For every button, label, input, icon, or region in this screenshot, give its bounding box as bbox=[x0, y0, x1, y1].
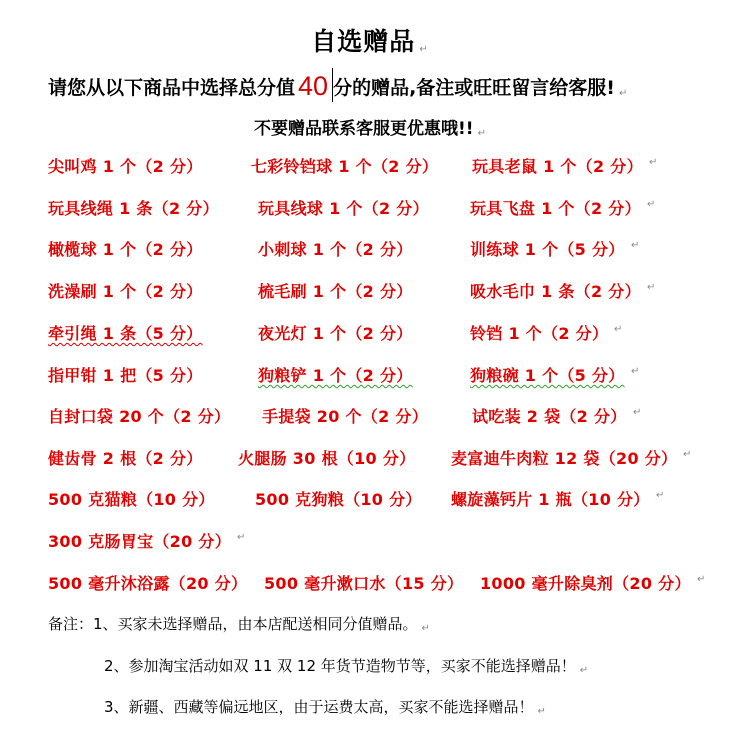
paragraph-mark: ↵ bbox=[656, 490, 665, 501]
gift-row bbox=[0, 237, 751, 267]
gift-item: 牵引绳 1 条（5 分） bbox=[48, 324, 203, 343]
note-2: 2、参加淘宝活动如双 11 双 12 年货节造物节等，买家不能选择赠品！ ↵ bbox=[104, 657, 589, 676]
gift-item: 玩具线球 1 个（2 分） bbox=[258, 199, 429, 218]
gift-item: 玩具老鼠 1 个（2 分） bbox=[472, 157, 643, 176]
gift-item: 狗粮铲 1 个（2 分） bbox=[258, 366, 413, 385]
gift-item: 健齿骨 2 根（2 分） bbox=[48, 449, 203, 468]
gift-item: 橄榄球 1 个（2 分） bbox=[48, 240, 203, 259]
gift-item: 玩具线绳 1 条（2 分） bbox=[48, 199, 219, 218]
paragraph-mark: ↵ bbox=[647, 282, 656, 293]
gift-item: 300 克肠胃宝（20 分） bbox=[48, 532, 232, 551]
gift-item: 尖叫鸡 1 个（2 分） bbox=[48, 157, 203, 176]
gift-item: 试吃装 2 袋（2 分） bbox=[472, 407, 627, 426]
gift-row bbox=[0, 487, 751, 517]
note-1: 备注：1、买家未选择赠品，由本店配送相同分值赠品。 ↵ bbox=[48, 615, 430, 634]
gift-item: 500 克狗粮（10 分） bbox=[255, 490, 422, 509]
gift-item: 七彩铃铛球 1 个（2 分） bbox=[251, 157, 439, 176]
gift-row bbox=[0, 363, 751, 393]
intro-text-before: 请您从以下商品中选择总分值 bbox=[48, 77, 296, 99]
gift-item: 1000 毫升除臭剂（20 分） bbox=[480, 574, 691, 593]
gift-item: 玩具飞盘 1 个（2 分） bbox=[470, 199, 641, 218]
paragraph-mark: ↵ bbox=[631, 240, 640, 251]
gift-item: 夜光灯 1 个（2 分） bbox=[258, 324, 413, 343]
gift-row bbox=[0, 154, 751, 184]
page-title: 自选赠品 ↵ bbox=[311, 27, 429, 56]
intro-line: 请您从以下商品中选择总分值 40 分的赠品,备注或旺旺留言给客服! ↵ bbox=[48, 68, 627, 102]
gift-row bbox=[0, 321, 751, 351]
paragraph-mark: ↵ bbox=[631, 366, 640, 377]
no-gift-notice: 不要赠品联系客服更优惠哦!! ↵ bbox=[254, 119, 486, 139]
gift-item: 小刺球 1 个（2 分） bbox=[258, 240, 413, 259]
note-3: 3、新疆、西藏等偏远地区，由于运费太高，买家不能选择赠品！ ↵ bbox=[104, 698, 546, 717]
gift-item: 训练球 1 个（5 分） bbox=[470, 240, 625, 259]
gift-item: 火腿肠 30 根（10 分） bbox=[238, 449, 416, 468]
gift-item: 麦富迪牛肉粒 12 袋（20 分） bbox=[451, 449, 678, 468]
gift-item: 梳毛刷 1 个（2 分） bbox=[258, 282, 413, 301]
paragraph-mark: ↵ bbox=[237, 532, 246, 543]
gift-row bbox=[0, 571, 751, 601]
gift-item: 指甲钳 1 把（5 分） bbox=[48, 366, 203, 385]
paragraph-mark: ↵ bbox=[649, 157, 658, 168]
paragraph-mark: ↵ bbox=[697, 574, 706, 585]
gift-row bbox=[0, 196, 751, 226]
gift-item: 500 毫升漱口水（15 分） bbox=[264, 574, 464, 593]
gift-row bbox=[0, 446, 751, 476]
gift-row bbox=[0, 529, 751, 559]
gift-item: 螺旋藻钙片 1 瓶（10 分） bbox=[451, 490, 650, 509]
paragraph-mark: ↵ bbox=[647, 199, 656, 210]
intro-text-after: 分的赠品,备注或旺旺留言给客服! bbox=[333, 77, 615, 99]
gift-item: 狗粮碗 1 个（5 分） bbox=[470, 366, 625, 385]
gift-row bbox=[0, 279, 751, 309]
gift-item: 500 克猫粮（10 分） bbox=[48, 490, 215, 509]
gift-item: 手提袋 20 个（2 分） bbox=[262, 407, 429, 426]
total-points-value: 40 bbox=[298, 71, 329, 101]
gift-item: 自封口袋 20 个（2 分） bbox=[48, 407, 231, 426]
gift-item: 洗澡刷 1 个（2 分） bbox=[48, 282, 203, 301]
gift-item: 500 毫升沐浴露（20 分） bbox=[48, 574, 248, 593]
paragraph-mark: ↵ bbox=[683, 449, 692, 460]
paragraph-mark: ↵ bbox=[614, 324, 623, 335]
paragraph-mark: ↵ bbox=[633, 407, 642, 418]
gift-item: 铃铛 1 个（2 分） bbox=[470, 324, 609, 343]
gift-item: 吸水毛巾 1 条（2 分） bbox=[470, 282, 641, 301]
gift-row bbox=[0, 404, 751, 434]
